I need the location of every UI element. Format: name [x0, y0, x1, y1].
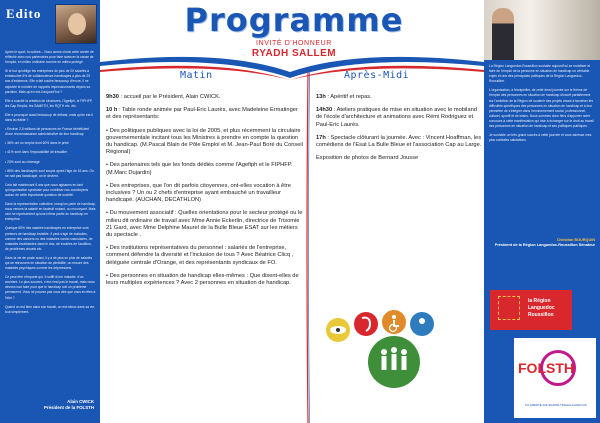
- president-photo: [55, 4, 97, 44]
- edito-paragraph: Dans la représentation collective, lorsqu'on parle de handicap, nous venons la salarié en fauteuil roulant, ou mourcyant. Mais ceci ne représentent qu'une infime partie du handicap en entreprise.: [5, 202, 96, 222]
- guest-name: RYADH SALLEM: [251, 48, 337, 59]
- program-text: • Des institutions représentatives du personnel : salariés de l'entreprise, comment défendre la diversité et l'inclusion de tous ? Avec Béatrice Clicq , déléguée centrale d'Orange, et des représentants syndicaux de FO.: [106, 245, 294, 266]
- page-title: Programme: [184, 1, 404, 39]
- program-text: : Spectacle clôturant la journée. Avec : Vincent Hoaffman, les comédiens de l'Esat La Bulle Bleue et l'association Cap au Large.: [316, 134, 482, 149]
- occitan-cross-icon: [498, 296, 520, 320]
- accessibility-icons: [318, 290, 478, 410]
- region-logo-text: [528, 298, 555, 319]
- edito-paragraph: Quand on est bien dans son travail, on est mieux dans sa vie, tout simplement.: [5, 304, 95, 314]
- program-item: [106, 162, 304, 176]
- region-president-photo: [484, 0, 600, 60]
- edito-column: [0, 0, 100, 423]
- edito-paragraph: • 41% sont dans l'impossibilité de travailler: [5, 150, 68, 155]
- region-signature-role: Président de la Région Languedoc-Roussillon Sénateur: [494, 243, 595, 248]
- edito-paragraph: Cela fait maintenant 6 ans que nous agissons en tant qu'organisation syndicale pour mobiliser nos concitoyens autour de cette importante question de société.: [5, 182, 89, 197]
- matin-program: [106, 94, 304, 293]
- program-time: 9h30: [106, 94, 119, 100]
- region-paragraph: La Région Languedoc-Roussillon souhaite aujourd'hui se mobiliser et faire de l'emploi de la personne en situation de handicap un véritable enjeu et une des principales politiques de la Région Languedoc-Roussillon.: [489, 64, 591, 84]
- program-item: [106, 128, 304, 157]
- column-divider: [305, 72, 311, 423]
- edito-signature: [44, 399, 94, 411]
- program-text: : Apéritif et repas.: [325, 94, 372, 100]
- folsth-subtitle: FO LIBERTÉ-SOLIDARITÉ-TRAVAIL-HANDICAP: [525, 403, 587, 407]
- edito-paragraph: Après le sport, la culture... Nous avons choisi cette année de réfléchir avec nos partenaires pour faire avancer la cause de l'emploi, en milieu ordinaire comme en milieu protégé.: [5, 50, 94, 65]
- program-text: • Du mouvement associatif : Quelles orientations pour le secteur protégé ou le milieu dit ordinaire de travail avec Mme Annie Eckerlin, directrice de Trisomie 21 Gard, avec Mme Delphine Maurel de la Bulle Bleue ESAT sur les métiers du spectacle .: [106, 210, 303, 239]
- vision-icon: [326, 318, 350, 342]
- region-logo: [490, 290, 572, 330]
- edito-paragraph: Elle a provoqué aussi beaucoup de débats, mais qu'en est-il dans la réalité ?: [5, 112, 93, 123]
- signature-name: Alain CWICK: [67, 399, 94, 404]
- signature-role: Président de la FOLSTH: [43, 405, 94, 410]
- program-time: 17h: [316, 134, 326, 141]
- program-text: • Des personnes en situation de handicap elles-mêmes : Que disent-elles de leurs multiples expériences ? Avec 2 personnes en situation de handicap.: [106, 272, 299, 287]
- hearing-icon: [354, 312, 378, 336]
- program-item: [106, 94, 304, 101]
- apres-midi-program: [316, 94, 482, 168]
- program-text: • Des partenaires tels que les fonds dédiés comme l'Agefiph et le FIPHFP. (M.Marc Dujardin): [106, 162, 293, 176]
- program-text: • Des politiques publiques avec la loi de 2005, et plus récemment la circulaire gouvernementale incitant tous les Ministres à prendre en compte la question du handicap. (M.Pascal Blain de Pôle Emploi et M. Jean-Paul Boré du Conseil Régional): [106, 127, 303, 156]
- program-item: [316, 94, 482, 101]
- program-text: : Table ronde animée par Paul-Eric Laurès, avec Madeleine Ermatinger et des représentants:: [106, 107, 298, 121]
- title-banner: [144, 2, 444, 59]
- region-signature-name: Christian BOURQUIN: [556, 238, 595, 242]
- program-item: [106, 107, 304, 121]
- program-item: [316, 107, 482, 129]
- program-text: : accueil par le Président, Alain CWICK.: [118, 94, 221, 100]
- region-logo-line: la Région: [528, 298, 551, 304]
- edito-paragraph: Ce peut être n'importe qui. Il suffit d'une maladie, d'un accident. Le plus souvent, c'est n'est pas le travail, mais nous devons tout faire pour que le handicap soit un problème permanent. Vous ne pouvez pas vous dire que vous en êtes à l'abri ?: [5, 275, 96, 300]
- edito-text: [5, 50, 96, 319]
- invite-label: INVITÉ D'HONNEUR: [256, 40, 332, 47]
- program-time: 10 h: [106, 107, 118, 114]
- mobility-icon: [382, 310, 406, 334]
- program-text: • Des entreprises, que l'on dit parfois citoyennes, ont-elles vocation à être inclusives ? Un ou 2 chefs d'entreprise ayant embauché un travailleur handicapé. (AUCHAN, DECATHLON): [106, 182, 291, 204]
- region-logo-line: Roussillon: [528, 312, 554, 318]
- edito-paragraph: • Environ 2,5 millions de personnes en France bénéficient d'une reconnaissance administrative de leur handicap: [5, 127, 90, 137]
- program-time: 13h: [316, 94, 326, 100]
- region-paragraph: L'organisation, à Montpellier, de cette demi journée sur le thème de l'emploi des personnes en situation de handicap s'inscrit parfaitement sur l'ambition de la Région de soutenir des projets visant à favoriser les difficultés spécifiques des personnes en situation de handicap et à leur permettre de s'intégrer dans l'environnement social, professionnel, culturel, sportif et de loisirs. Nous sommes donc fiers d'apporter notre concours à cette manifestation qui vise à échanger sur le droit au travail des personnes en situation de handicap et ses politiques publiques.: [489, 88, 594, 129]
- program-item: [106, 210, 304, 239]
- program-item: [106, 183, 304, 205]
- folsth-logo: [514, 338, 596, 418]
- region-text: [489, 64, 595, 147]
- edito-title: Edito: [6, 6, 42, 21]
- folsth-mark: FOLSTH: [518, 360, 574, 376]
- matin-heading: Matin: [180, 70, 213, 81]
- program-item: [316, 155, 482, 162]
- people-icon: [368, 336, 420, 388]
- mental-icon: [410, 312, 434, 336]
- program-item: [106, 273, 304, 287]
- edito-paragraph: • 36% ont un emploi dont 60% dans le privé: [5, 141, 69, 146]
- edito-paragraph: Dans la vie de poste aussi, il y a de plus en plus de salariés qui se retrouvent en situation de pénibilité, ou encore des maladies psychiques comme les dépressions.: [5, 255, 93, 271]
- program-item: [106, 245, 304, 267]
- program-time: 14h30: [316, 107, 333, 114]
- edito-paragraph: Si le but qu'oblige les entreprises de plus de 20 salariés à embaucher 6% de collaborateurs handicapés a plus de 25 ans d'existence. Elle a fait coulée beaucoup d'encre, il ne rajoutée le nombre de rapports impressionnants depuis sa parution. Mais qu'en est-il aujourd'hui ?: [5, 69, 91, 94]
- region-logo-line: Languedoc: [528, 305, 555, 311]
- edito-paragraph: Elle a suscité la création de structures, l'Agefiph, le FIPHFP, les Cap Emploi, les SAMETH, les RQTH etc. etc.: [5, 98, 93, 108]
- edito-paragraph: • 86% des handicapés sont soupis après l'âge de 16 ans. On ne nait pas handicapé, on le devient.: [5, 168, 94, 178]
- program-item: [316, 135, 482, 149]
- region-paragraph: Je souhaite un très grand succès à cette journée et vous adresse mes plus cordiales salutations.: [489, 133, 592, 143]
- program-text: Exposition de photos de Bernard Jousse: [316, 155, 419, 162]
- edito-paragraph: • 23% sont au chômage: [5, 159, 40, 164]
- edito-paragraph: Quelque 80% des salariés handicapés en entreprise sont porteurs de handicap invisible. Il peut s'agir de maladies, comme des cancers ou des maladies cardio-vasculaires, de maladies invalidantes dans le dos, de troubles de l'audition, de problèmes visuels etc.: [5, 226, 93, 251]
- program-text: : Ateliers pratiques de mise en situation avec le mobiland de l'école d'architecture et animations avec Rémi Rodriguez et Paul-Eric Laurès.: [316, 107, 477, 128]
- apres-midi-heading: Après-Midi: [344, 70, 410, 81]
- region-signature: [489, 238, 595, 248]
